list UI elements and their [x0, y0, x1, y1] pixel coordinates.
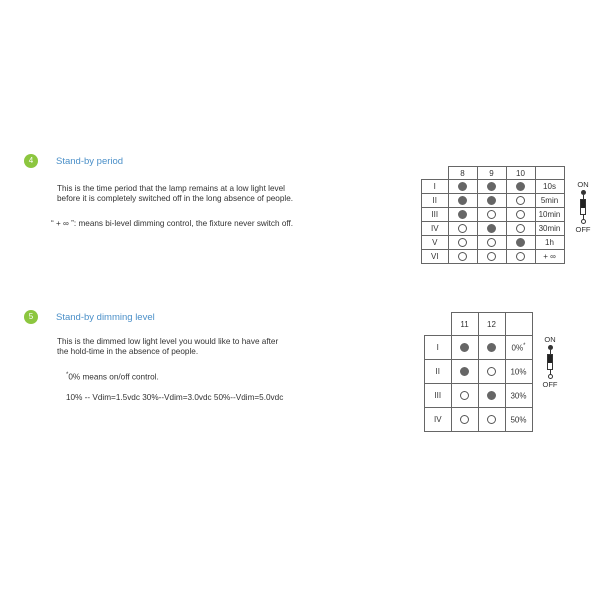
filled-circle-icon	[516, 238, 525, 247]
row-value	[505, 336, 532, 360]
empty-circle-icon	[516, 210, 525, 219]
table-row	[422, 180, 565, 194]
value-text: 0%	[511, 343, 524, 353]
dip-cell	[451, 384, 478, 408]
dip-cell	[448, 208, 477, 222]
dip-switch-icon	[535, 335, 565, 389]
note-text	[66, 370, 159, 383]
empty-circle-icon	[487, 238, 496, 247]
dip-cell	[478, 336, 505, 360]
section-number-badge: 5	[24, 310, 38, 324]
empty-circle-icon	[487, 367, 496, 376]
table-row	[422, 222, 565, 236]
row-label: IV	[422, 222, 449, 236]
filled-circle-icon	[487, 391, 496, 400]
row-label: II	[422, 194, 449, 208]
dip-cell	[477, 194, 506, 208]
empty-dot-icon	[548, 374, 553, 379]
column-header: 8	[448, 167, 477, 180]
dip-cell	[448, 222, 477, 236]
dip-cell	[451, 360, 478, 384]
empty-circle-icon	[487, 415, 496, 424]
value-text: 30%	[510, 391, 527, 401]
filled-circle-icon	[460, 367, 469, 376]
row-value	[505, 408, 532, 432]
formula-text: 10% -- Vdim=1.5vdc 30%--Vdim=3.0vdc 50%--Vdim=5.0vdc	[66, 393, 284, 402]
filled-circle-icon	[487, 196, 496, 205]
empty-dot-icon	[581, 219, 586, 224]
empty-circle-icon	[487, 252, 496, 261]
note-text: “ + ∞ ”: means bi-level dimming control, the fixture never switch off.	[51, 219, 294, 228]
section-number-badge: 4	[24, 154, 38, 168]
value-text: 10s	[543, 182, 556, 191]
dip-cell	[477, 236, 506, 250]
description-line: This is the time period that the lamp remains at a low light level	[57, 184, 285, 193]
switch-body-icon	[547, 354, 553, 370]
value-text: 10min	[538, 210, 561, 219]
table-row	[425, 408, 533, 432]
dip-cell	[477, 208, 506, 222]
row-label: II	[425, 360, 452, 384]
dip-cell	[506, 236, 535, 250]
filled-circle-icon	[458, 182, 467, 191]
dip-cell	[448, 250, 477, 264]
row-label: I	[422, 180, 449, 194]
section-title: Stand-by dimming level	[56, 312, 155, 323]
row-label: III	[425, 384, 452, 408]
row-value	[535, 236, 564, 250]
row-value	[535, 194, 564, 208]
section-title: Stand-by period	[56, 156, 124, 167]
filled-circle-icon	[487, 182, 496, 191]
empty-circle-icon	[460, 391, 469, 400]
row-value	[535, 250, 564, 264]
row-value	[535, 180, 564, 194]
value-text: 5min	[540, 196, 559, 205]
off-label: OFF	[575, 225, 591, 234]
asterisk-mark: *	[66, 372, 69, 378]
dip-cell	[478, 408, 505, 432]
table-row	[425, 384, 533, 408]
table-row	[422, 194, 565, 208]
table-header-empty	[535, 167, 564, 180]
filled-circle-icon	[487, 343, 496, 352]
empty-circle-icon	[458, 252, 467, 261]
column-header: 12	[478, 313, 505, 336]
row-value	[535, 222, 564, 236]
row-value	[505, 360, 532, 384]
table-corner	[425, 313, 452, 336]
dip-cell	[448, 236, 477, 250]
dip-cell	[478, 360, 505, 384]
dip-switch-icon	[568, 180, 598, 234]
dip-cell	[451, 336, 478, 360]
table-row	[425, 360, 533, 384]
row-label: V	[422, 236, 449, 250]
value-text: 50%	[510, 415, 527, 425]
on-label: ON	[544, 335, 556, 344]
table-corner	[422, 167, 449, 180]
dip-cell	[448, 180, 477, 194]
dip-cell	[506, 208, 535, 222]
switch-body-icon	[580, 199, 586, 215]
dip-cell	[506, 194, 535, 208]
row-label: III	[422, 208, 449, 222]
empty-circle-icon	[458, 224, 467, 233]
dip-cell	[477, 222, 506, 236]
table-row	[422, 250, 565, 264]
description-line: This is the dimmed low light level you would like to have after	[57, 337, 279, 346]
table-row	[425, 336, 533, 360]
row-value	[505, 384, 532, 408]
empty-circle-icon	[458, 238, 467, 247]
value-text: + ∞	[543, 252, 556, 261]
value-text: 30min	[538, 224, 561, 233]
table-row	[422, 236, 565, 250]
value-text: 1h	[545, 238, 554, 247]
filled-circle-icon	[460, 343, 469, 352]
column-header: 9	[477, 167, 506, 180]
dip-cell	[451, 408, 478, 432]
empty-circle-icon	[460, 415, 469, 424]
dip-switch-table	[424, 312, 533, 432]
dip-cell	[506, 180, 535, 194]
on-label: ON	[577, 180, 589, 189]
row-label: I	[425, 336, 452, 360]
value-text: 10%	[510, 367, 527, 377]
empty-circle-icon	[516, 196, 525, 205]
column-header: 10	[506, 167, 535, 180]
empty-circle-icon	[516, 224, 525, 233]
dip-cell	[506, 250, 535, 264]
description-line: the hold-time in the absence of people.	[57, 347, 199, 356]
dip-cell	[478, 384, 505, 408]
column-header: 11	[451, 313, 478, 336]
empty-circle-icon	[516, 252, 525, 261]
row-label: VI	[422, 250, 449, 264]
note-content: 0% means on/off control.	[68, 372, 159, 382]
description-line: before it is completely switched off in the long absence of people.	[57, 194, 294, 203]
asterisk-mark: *	[523, 342, 526, 349]
filled-circle-icon	[458, 210, 467, 219]
table-row	[422, 208, 565, 222]
dip-cell	[477, 180, 506, 194]
row-label: IV	[425, 408, 452, 432]
dip-cell	[448, 194, 477, 208]
dip-cell	[477, 250, 506, 264]
dip-switch-table	[421, 166, 565, 264]
empty-circle-icon	[487, 210, 496, 219]
filled-circle-icon	[516, 182, 525, 191]
off-label: OFF	[542, 380, 558, 389]
dip-cell	[506, 222, 535, 236]
filled-circle-icon	[487, 224, 496, 233]
row-value	[535, 208, 564, 222]
table-header-empty	[505, 313, 532, 336]
filled-circle-icon	[458, 196, 467, 205]
